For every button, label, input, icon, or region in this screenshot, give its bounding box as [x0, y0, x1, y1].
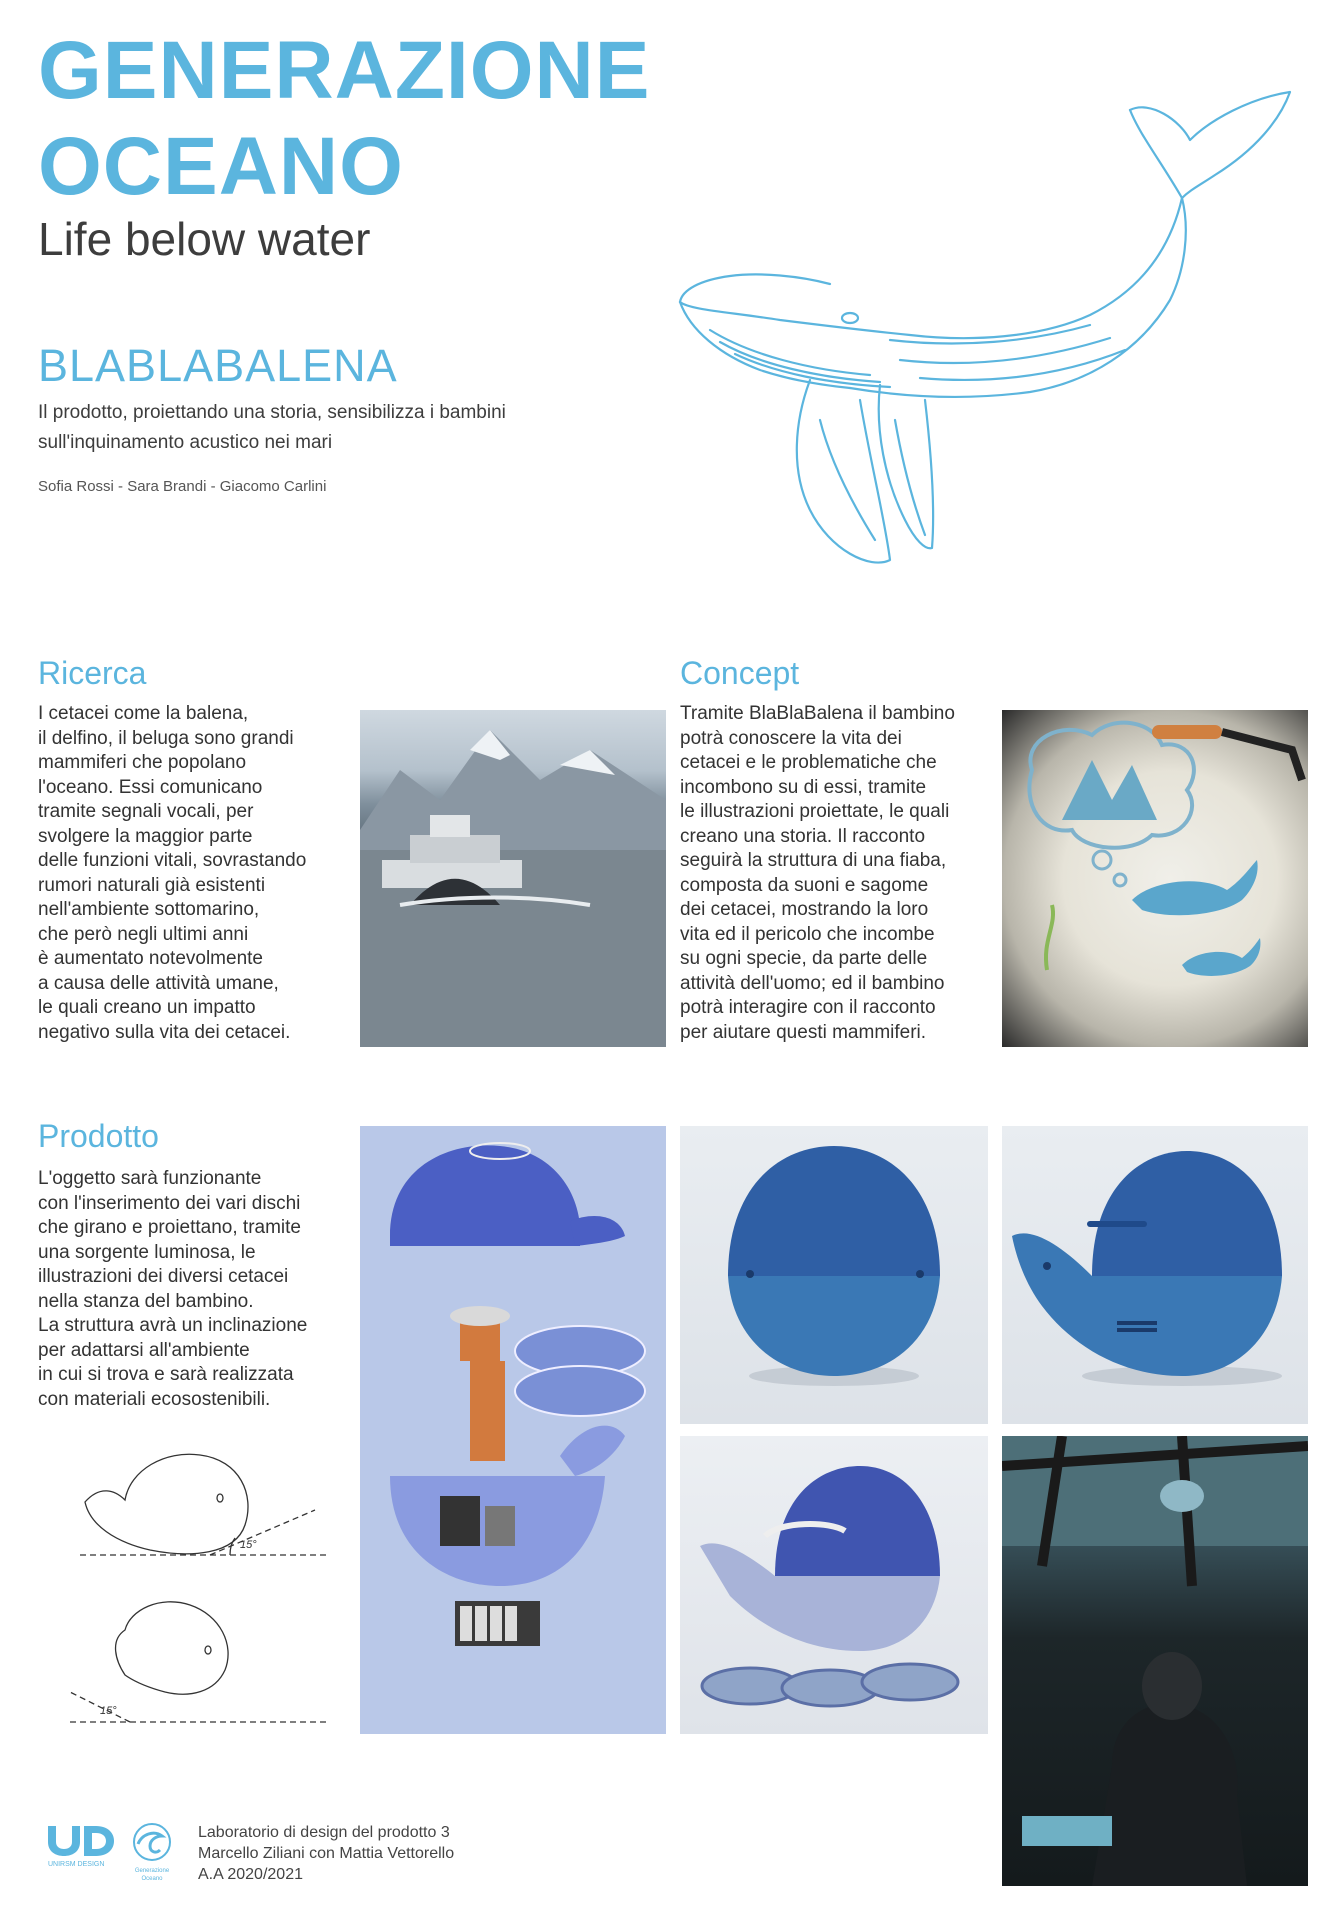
- photo-projection-concept: [1002, 710, 1308, 1047]
- photo-whale-watching-boat: [360, 710, 666, 1047]
- sketch-angle-label-top: 15°: [240, 1539, 257, 1551]
- sketch-angle-label-bottom: 15°: [100, 1705, 117, 1717]
- svg-text:Generazione: Generazione: [134, 1868, 170, 1874]
- section-text-prodotto: L'oggetto sarà funzionante con l'inserimento dei vari dischi che girano e proiettano, tramite una sorgente luminosa, le illustrazioni dei diversi cetacei nella stanza del bambino. La struttura avrà un inclinazione per adattarsi all'ambiente in cui si trova e sarà realizzata con materiali ecosostenibili.: [38, 1168, 308, 1410]
- section-text-ricerca: I cetacei come la balena, il delfino, il beluga sono grandi mammiferi che popolano l'oceano. Essi comunicano tramite segnali vocali, per svolgere la maggior parte delle funzioni vitali, sovrastando rumori naturali già esistenti nell'ambiente sottomarino, che però negli ultimi anni è aumentato notevolmente a causa delle attività umane, le quali creano un impatto negativo sulla vita dei cetacei.: [38, 703, 307, 1043]
- section-text-concept: Tramite BlaBlaBalena il bambino potrà conoscere la vita dei cetacei e le problematiche che incombono su di essi, tramite le illustrazioni proiettate, le quali creano una storia. Il racconto seguirà la struttura di una fiaba, composta da suoni e sagome dei cetacei, mostrando la loro vita ed il pericolo che incombe su ogni specie, da parte delle attività dell'uomo; ed il bambino potrà interagire con il racconto per aiutare questi mammiferi.: [680, 703, 955, 1043]
- authors: Sofia Rossi - Sara Brandi - Giacomo Carlini: [38, 478, 327, 495]
- render-exploded-view: [360, 1126, 666, 1734]
- footer-logos: [46, 1820, 186, 1890]
- footer-credits: Laboratorio di design del prodotto 3 Marcello Ziliani con Mattia Vettorello A.A 2020/2021: [198, 1824, 455, 1883]
- poster-title-line-2: OCEANO: [38, 121, 404, 212]
- section-heading-ricerca: Ricerca: [38, 655, 147, 691]
- product-name: BLABLABALENA: [38, 340, 398, 391]
- render-egg-shell: [680, 1126, 988, 1424]
- whale-illustration: [670, 80, 1310, 600]
- render-whale-side: [1002, 1126, 1308, 1424]
- svg-text:Oceano: Oceano: [141, 1876, 163, 1882]
- unirsm-design-logo: [48, 1826, 114, 1868]
- photo-child-projection-room: [1002, 1436, 1308, 1886]
- generazione-oceano-logo: [134, 1824, 170, 1882]
- inclination-sketches: [70, 1430, 340, 1740]
- poster-title-line-1: GENERAZIONE: [38, 25, 651, 116]
- section-heading-concept: Concept: [680, 655, 800, 691]
- poster-subtitle: Life below water: [38, 213, 371, 265]
- unirsm-design-logo-text: UNIRSM DESIGN: [48, 1861, 105, 1868]
- product-description: Il prodotto, proiettando una storia, sensibilizza i bambini sull'inquinamento acustico nei mari: [38, 402, 506, 453]
- render-whale-with-discs: [680, 1436, 988, 1734]
- section-heading-prodotto: Prodotto: [38, 1118, 159, 1154]
